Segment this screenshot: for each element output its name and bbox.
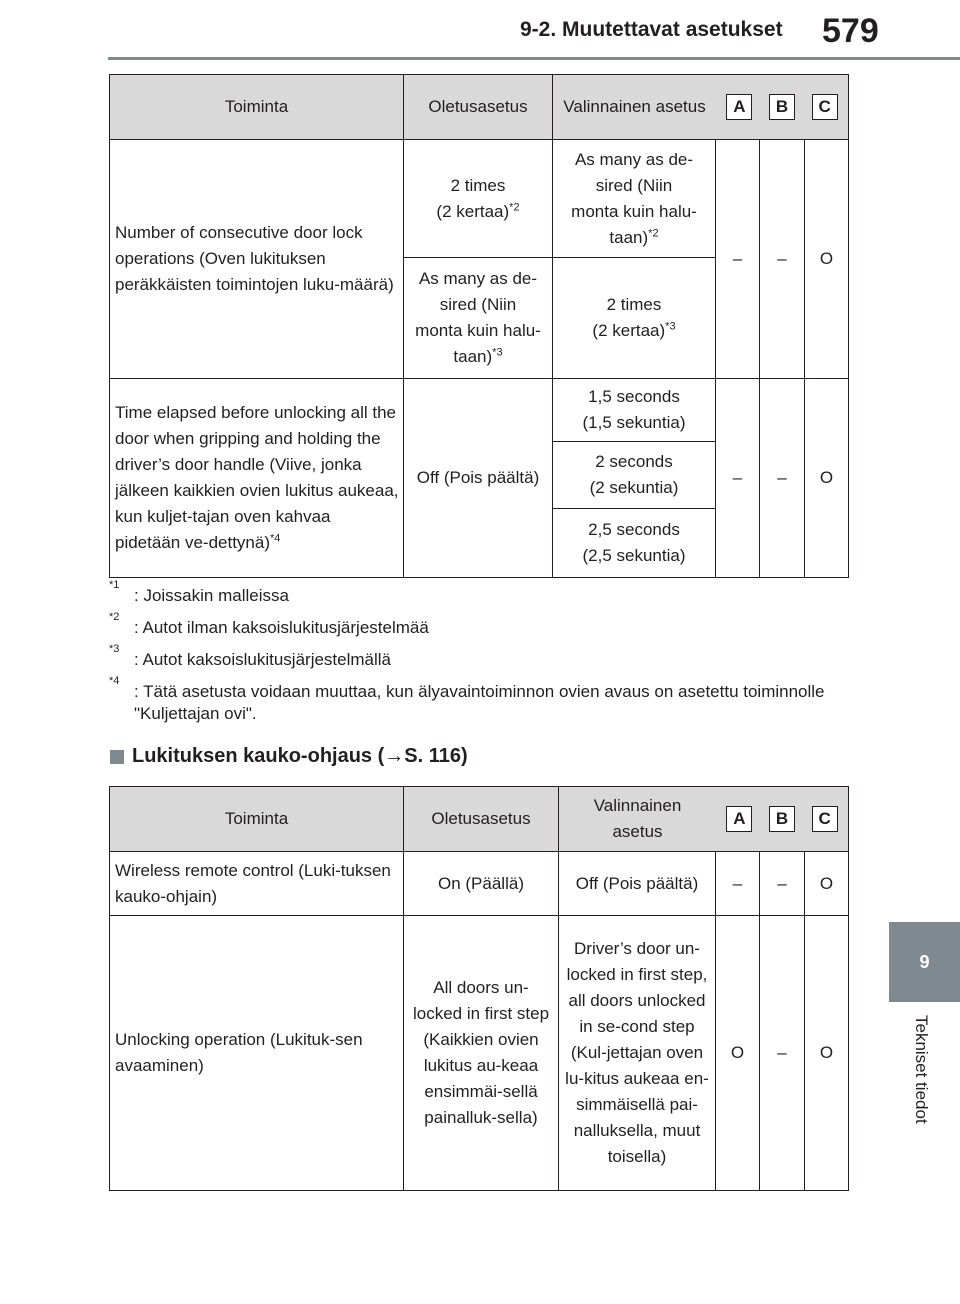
col-b-badge: B	[769, 94, 795, 120]
table-header-row	[110, 75, 849, 140]
page-ref-arrow-icon: →	[384, 745, 405, 767]
section-title: 9-2. Muutettavat asetukset	[520, 18, 783, 41]
function-cell: Unlocking operation (Lukituk-sen avaaminen)	[110, 916, 404, 1191]
optional-cell: 2 times (2 kertaa)$^{*3}$	[553, 258, 716, 379]
col-b-value: –	[760, 140, 805, 379]
col-b-value: –	[760, 852, 805, 916]
col-b-value: –	[760, 916, 805, 1191]
col-c-value: O	[805, 916, 849, 1191]
col-b-badge: B	[769, 806, 795, 832]
page-reference-link[interactable]: S. 116)	[404, 745, 468, 767]
section-heading: Lukituksen kauko-ohjaus (→S. 116)	[110, 745, 468, 768]
footnote: *3 : Autot kaksoislukitusjärjestelmällä	[109, 643, 392, 669]
function-cell: Wireless remote control (Luki-tuksen kauko-ohjain)	[110, 852, 404, 916]
default-cell: On (Päällä)	[404, 852, 559, 916]
header-function: Toiminta	[110, 75, 404, 140]
chapter-tab[interactable]	[889, 922, 960, 1002]
settings-table-door-lock	[109, 74, 849, 578]
footnote: *2 : Autot ilman kaksoislukitusjärjestelmää	[109, 611, 429, 637]
col-c-value: O	[805, 852, 849, 916]
header-optional: Valinnainen asetus A B C	[559, 787, 849, 852]
optional-cell: 2 seconds (2 sekuntia)	[553, 442, 716, 509]
header-default: Oletusasetus	[404, 75, 553, 140]
default-cell: Off (Pois päältä)	[404, 379, 553, 578]
col-a-value: O	[716, 916, 760, 1191]
col-c-value: O	[805, 379, 849, 578]
header-rule	[108, 57, 960, 60]
table-header-row	[110, 787, 849, 852]
col-c-badge: C	[812, 806, 838, 832]
table-row	[110, 916, 849, 1191]
table-row	[110, 140, 849, 258]
col-a-value: –	[716, 852, 760, 916]
col-a-badge: A	[726, 94, 752, 120]
optional-cell: Driver’s door un-locked in first step, all doors unlocked in se-cond step (Kul-jettajan oven lu-kitus aukeaa en-simmäisellä pai-nalluksella, muut toisella)	[559, 916, 716, 1191]
section-bullet-icon	[110, 750, 124, 764]
col-a-value: –	[716, 140, 760, 379]
default-cell: 2 times (2 kertaa)$^{*2}$	[404, 140, 553, 258]
footnote: *1 : Joissakin malleissa	[109, 579, 289, 605]
footnote: *4 : Tätä asetusta voidaan muuttaa, kun älyavaintoiminnon ovien avaus on asetettu toiminnolle "Kuljettajan ovi".	[109, 675, 825, 723]
function-cell: Number of consecutive door lock operations (Oven lukituksen peräkkäisten toimintojen luku-määrä)	[110, 140, 404, 379]
col-b-value: –	[760, 379, 805, 578]
footnotes	[109, 579, 849, 735]
function-cell: Time elapsed before unlocking all the door when gripping and holding the driver’s door handle (Viive, jonka jälkeen kaikkien ovien lukitus aukeaa, kun kuljet-tajan oven kahvaa pidetään ve-dettynä)$^{*4}$	[110, 379, 404, 578]
col-a-badge: A	[726, 806, 752, 832]
table-row	[110, 852, 849, 916]
optional-cell: 2,5 seconds (2,5 sekuntia)	[553, 509, 716, 578]
settings-table-remote-control	[109, 786, 849, 1191]
default-cell: All doors un-locked in first step (Kaikkien ovien lukitus au-keaa ensimmäi-sellä painalluk-sella)	[404, 916, 559, 1191]
col-c-badge: C	[812, 94, 838, 120]
optional-cell: 1,5 seconds (1,5 sekuntia)	[553, 379, 716, 442]
header-optional: Valinnainen asetus A B C	[553, 75, 849, 140]
header-default: Oletusasetus	[404, 787, 559, 852]
optional-cell: As many as de- sired (Niin monta kuin halu- taan)$^{*2}$	[553, 140, 716, 258]
col-c-value: O	[805, 140, 849, 379]
page-number: 579	[822, 12, 879, 50]
table-row	[110, 379, 849, 442]
chapter-number: 9	[919, 951, 930, 972]
chapter-label: Tekniset tiedot	[912, 1015, 931, 1124]
col-a-value: –	[716, 379, 760, 578]
default-cell: As many as de- sired (Niin monta kuin halu- taan)$^{*3}$	[404, 258, 553, 379]
optional-cell: Off (Pois päältä)	[559, 852, 716, 916]
header-function: Toiminta	[110, 787, 404, 852]
